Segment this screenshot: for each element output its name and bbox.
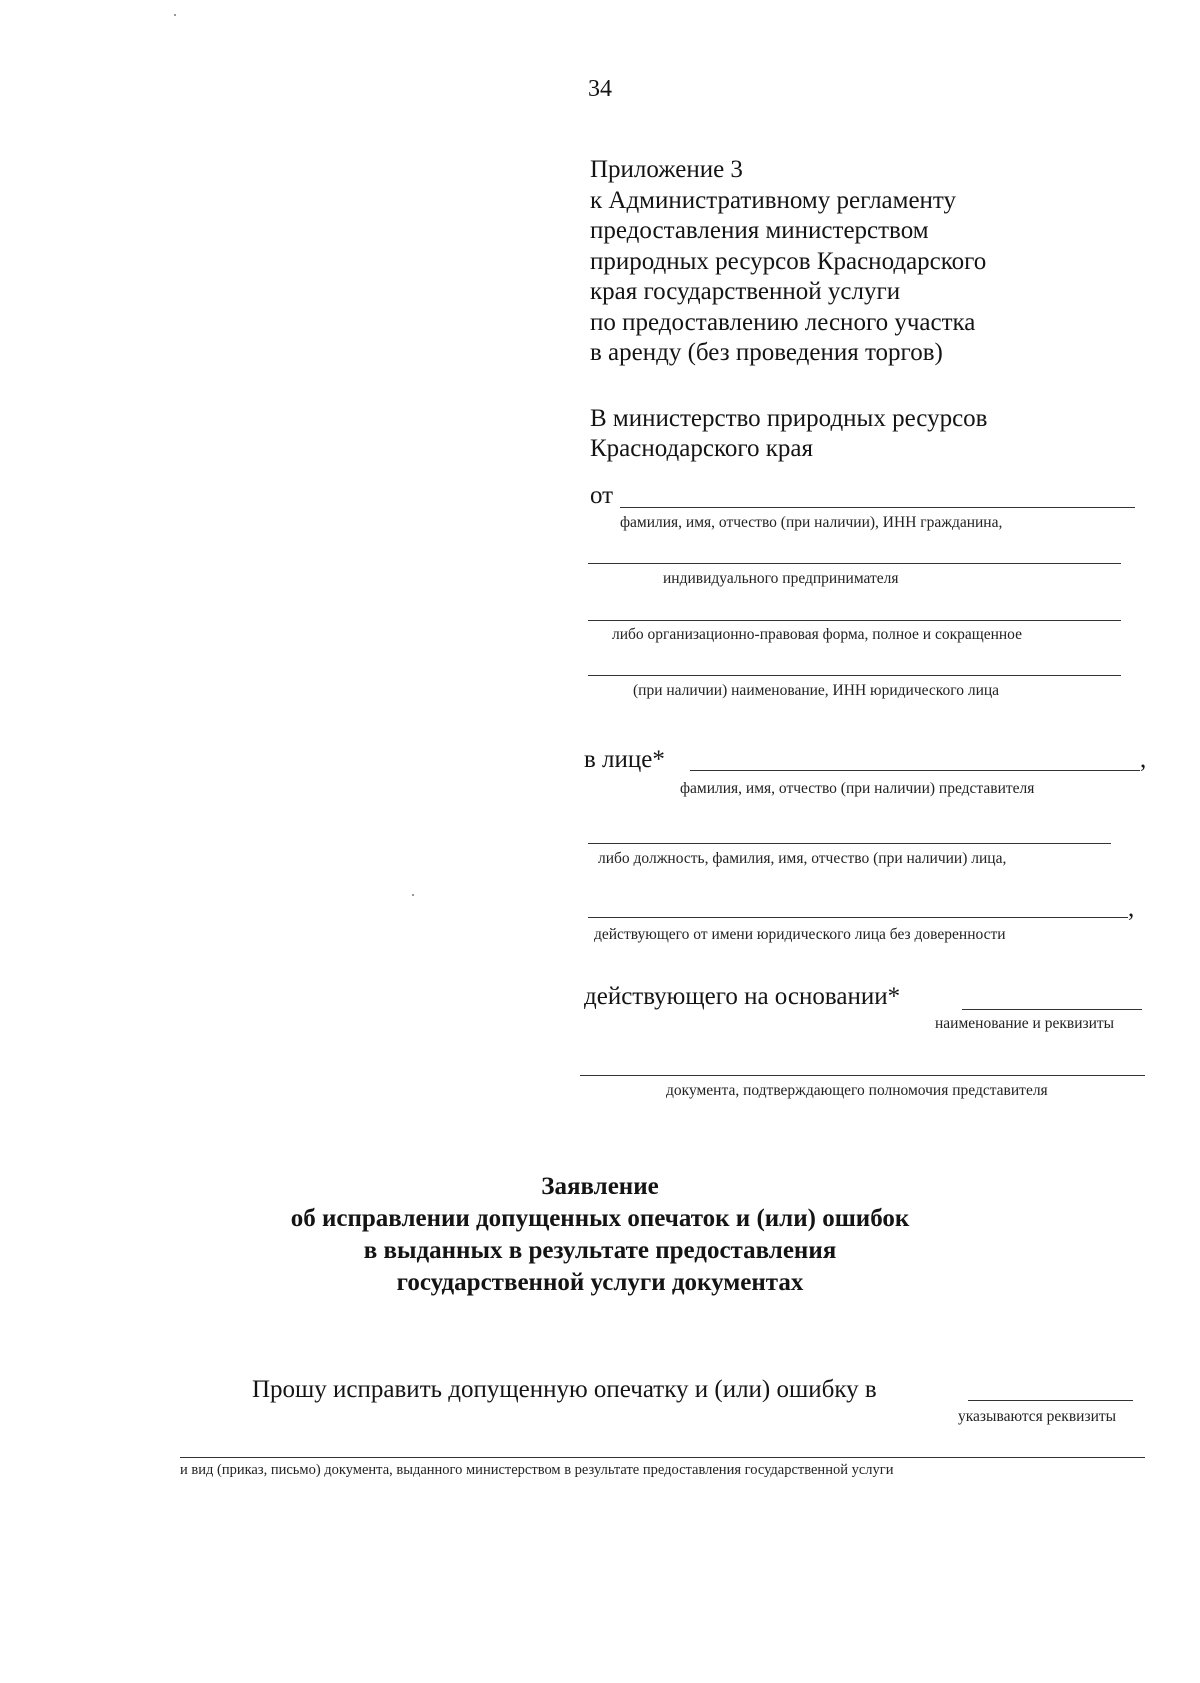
page-number: 34 (588, 76, 612, 102)
in-person-caption: либо должность, фамилия, имя, отчество (при наличии) лица, (598, 850, 1007, 867)
from-field-4[interactable] (588, 675, 1121, 676)
appendix-line: к Административному регламенту (590, 186, 957, 214)
basis-label: действующего на основании* (584, 983, 901, 1010)
basis-caption: наименование и реквизиты (935, 1015, 1115, 1032)
document-title (0, 1171, 1200, 1299)
from-field-2[interactable] (588, 563, 1121, 564)
document-type-field[interactable] (180, 1457, 1145, 1458)
comma: , (1140, 746, 1147, 773)
from-name-field[interactable] (620, 507, 1135, 508)
appendix-line: края государственной услуги (590, 278, 901, 305)
appendix-line: в аренду (без проведения торгов) (590, 339, 943, 366)
scan-speck (174, 14, 176, 16)
title-line: государственной услуги документах (396, 1269, 804, 1296)
from-label: от (590, 482, 614, 509)
from-caption: фамилия, имя, отчество (при наличии), ИНН гражданина, (620, 514, 1003, 531)
basis-field-2[interactable] (580, 1075, 1145, 1076)
appendix-line: природных ресурсов Краснодарского (590, 247, 987, 275)
appendix-header (590, 155, 986, 369)
addressee-line: Краснодарского края (590, 435, 813, 462)
representative-field-3[interactable] (588, 917, 1128, 918)
request-text: Прошу исправить допущенную опечатку и (или) ошибку в (252, 1376, 877, 1403)
representative-name-field[interactable] (690, 770, 1140, 771)
basis-caption: документа, подтверждающего полномочия представителя (666, 1082, 1048, 1099)
from-caption: (при наличии) наименование, ИНН юридического лица (633, 682, 1000, 699)
basis-field[interactable] (962, 1009, 1142, 1010)
in-person-caption: фамилия, имя, отчество (при наличии) представителя (680, 780, 1035, 797)
representative-field-2[interactable] (588, 843, 1111, 844)
comma: , (1128, 895, 1135, 922)
from-caption: индивидуального предпринимателя (663, 570, 899, 587)
request-caption: и вид (приказ, письмо) документа, выданного министерством в результате предоставления государственной услуги (180, 1462, 894, 1478)
title-line: Заявление (541, 1173, 659, 1200)
in-person-caption: действующего от имени юридического лица без доверенности (594, 926, 1006, 943)
from-field-3[interactable] (588, 620, 1121, 621)
addressee (590, 404, 987, 464)
scan-speck (412, 894, 414, 896)
addressee-line: В министерство природных ресурсов (590, 405, 988, 432)
from-caption: либо организационно-правовая форма, полное и сокращенное (612, 626, 1022, 643)
appendix-line: предоставления министерством (590, 217, 929, 244)
title-line: об исправлении допущенных опечаток и (или) ошибок (290, 1205, 910, 1232)
document-details-field[interactable] (968, 1400, 1133, 1401)
appendix-line: Приложение 3 (590, 156, 743, 183)
in-person-label: в лице* (584, 746, 665, 773)
title-line: в выданных в результате предоставления (363, 1237, 837, 1264)
appendix-line: по предоставлению лесного участка (590, 308, 976, 336)
request-caption: указываются реквизиты (958, 1408, 1117, 1425)
